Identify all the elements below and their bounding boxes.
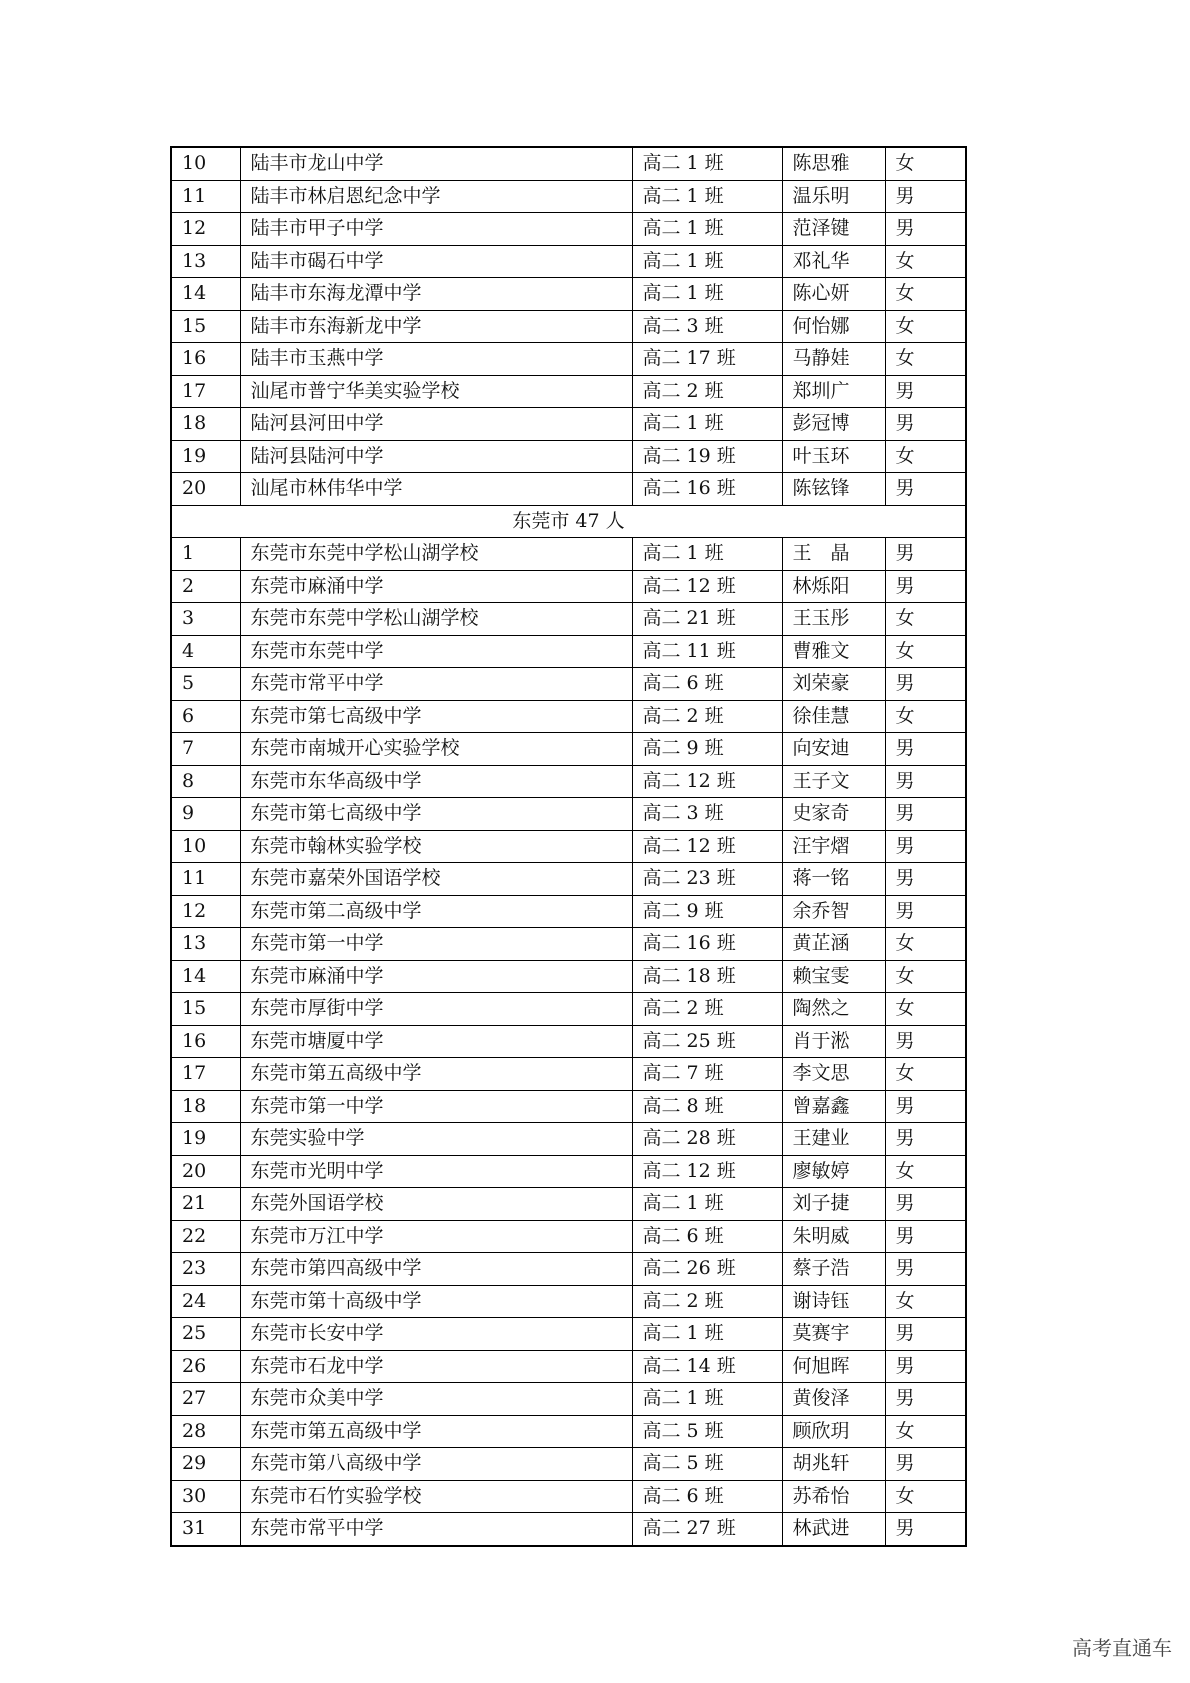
cell-gender: 男 [885, 1318, 966, 1351]
cell-number: 16 [171, 343, 240, 376]
cell-number: 9 [171, 798, 240, 831]
cell-name: 蒋一铭 [782, 863, 885, 896]
cell-number: 28 [171, 1415, 240, 1448]
cell-gender: 男 [885, 213, 966, 246]
cell-class: 高二 2 班 [632, 993, 782, 1026]
cell-gender: 女 [885, 993, 966, 1026]
cell-name: 王玉彤 [782, 603, 885, 636]
cell-gender: 女 [885, 310, 966, 343]
table-row [171, 1058, 966, 1091]
watermark-text: 高考直通车 [1072, 1636, 1172, 1660]
cell-number: 11 [171, 863, 240, 896]
cell-number: 19 [171, 1123, 240, 1156]
cell-class: 高二 12 班 [632, 1155, 782, 1188]
cell-class: 高二 8 班 [632, 1090, 782, 1123]
cell-school: 陆河县陆河中学 [240, 440, 632, 473]
table-row [171, 538, 966, 571]
cell-gender: 男 [885, 765, 966, 798]
cell-number: 29 [171, 1448, 240, 1481]
cell-class: 高二 2 班 [632, 375, 782, 408]
cell-school: 东莞市麻涌中学 [240, 570, 632, 603]
cell-number: 17 [171, 375, 240, 408]
table-row [171, 1155, 966, 1188]
cell-number: 15 [171, 310, 240, 343]
cell-school: 东莞市东莞中学 [240, 635, 632, 668]
cell-school: 东莞外国语学校 [240, 1188, 632, 1221]
cell-class: 高二 12 班 [632, 765, 782, 798]
table-row [171, 960, 966, 993]
cell-gender: 男 [885, 1090, 966, 1123]
cell-number: 6 [171, 700, 240, 733]
cell-school: 东莞市第一中学 [240, 1090, 632, 1123]
cell-name: 莫赛宇 [782, 1318, 885, 1351]
cell-school: 东莞市众美中学 [240, 1383, 632, 1416]
cell-number: 5 [171, 668, 240, 701]
cell-gender: 男 [885, 830, 966, 863]
cell-gender: 男 [885, 180, 966, 213]
cell-class: 高二 1 班 [632, 147, 782, 180]
table-row [171, 570, 966, 603]
cell-name: 刘荣豪 [782, 668, 885, 701]
cell-gender: 男 [885, 1350, 966, 1383]
table-row [171, 278, 966, 311]
cell-class: 高二 26 班 [632, 1253, 782, 1286]
cell-school: 陆丰市林启恩纪念中学 [240, 180, 632, 213]
cell-class: 高二 12 班 [632, 830, 782, 863]
cell-gender: 女 [885, 960, 966, 993]
cell-gender: 女 [885, 700, 966, 733]
cell-class: 高二 27 班 [632, 1513, 782, 1546]
cell-school: 陆河县河田中学 [240, 408, 632, 441]
cell-school: 东莞市第七高级中学 [240, 798, 632, 831]
cell-number: 3 [171, 603, 240, 636]
cell-gender: 女 [885, 928, 966, 961]
table-row [171, 1188, 966, 1221]
cell-class: 高二 1 班 [632, 1318, 782, 1351]
cell-class: 高二 5 班 [632, 1448, 782, 1481]
cell-name: 曹雅文 [782, 635, 885, 668]
cell-class: 高二 1 班 [632, 1188, 782, 1221]
cell-name: 肖于淞 [782, 1025, 885, 1058]
cell-number: 13 [171, 928, 240, 961]
cell-number: 18 [171, 408, 240, 441]
cell-name: 蔡子浩 [782, 1253, 885, 1286]
table-row [171, 765, 966, 798]
cell-name: 向安迪 [782, 733, 885, 766]
cell-school: 陆丰市玉燕中学 [240, 343, 632, 376]
cell-school: 陆丰市东海龙潭中学 [240, 278, 632, 311]
cell-gender: 女 [885, 1155, 966, 1188]
cell-school: 陆丰市东海新龙中学 [240, 310, 632, 343]
cell-gender: 男 [885, 473, 966, 506]
cell-number: 15 [171, 993, 240, 1026]
cell-gender: 女 [885, 1285, 966, 1318]
cell-class: 高二 12 班 [632, 570, 782, 603]
cell-class: 高二 28 班 [632, 1123, 782, 1156]
cell-name: 赖宝雯 [782, 960, 885, 993]
table-body [171, 147, 966, 1546]
cell-class: 高二 6 班 [632, 1220, 782, 1253]
table-row [171, 473, 966, 506]
table-row [171, 1318, 966, 1351]
table-row [171, 1415, 966, 1448]
table-row [171, 1350, 966, 1383]
cell-number: 16 [171, 1025, 240, 1058]
cell-number: 22 [171, 1220, 240, 1253]
table-row [171, 147, 966, 180]
cell-class: 高二 1 班 [632, 213, 782, 246]
cell-name: 邓礼华 [782, 245, 885, 278]
cell-class: 高二 2 班 [632, 700, 782, 733]
cell-gender: 男 [885, 733, 966, 766]
cell-name: 林武进 [782, 1513, 885, 1546]
cell-class: 高二 6 班 [632, 1480, 782, 1513]
cell-class: 高二 18 班 [632, 960, 782, 993]
cell-name: 汪宇熠 [782, 830, 885, 863]
cell-number: 4 [171, 635, 240, 668]
cell-number: 21 [171, 1188, 240, 1221]
cell-gender: 女 [885, 147, 966, 180]
table-row [171, 180, 966, 213]
cell-gender: 男 [885, 1253, 966, 1286]
cell-school: 东莞市万江中学 [240, 1220, 632, 1253]
cell-name: 廖敏婷 [782, 1155, 885, 1188]
cell-school: 东莞市第七高级中学 [240, 700, 632, 733]
cell-gender: 男 [885, 1123, 966, 1156]
cell-class: 高二 9 班 [632, 895, 782, 928]
cell-number: 19 [171, 440, 240, 473]
cell-gender: 男 [885, 1220, 966, 1253]
cell-school: 东莞市光明中学 [240, 1155, 632, 1188]
cell-number: 7 [171, 733, 240, 766]
cell-number: 10 [171, 830, 240, 863]
cell-name: 李文思 [782, 1058, 885, 1091]
cell-class: 高二 3 班 [632, 798, 782, 831]
cell-school: 东莞市东莞中学松山湖学校 [240, 538, 632, 571]
cell-school: 东莞市麻涌中学 [240, 960, 632, 993]
cell-number: 18 [171, 1090, 240, 1123]
cell-class: 高二 9 班 [632, 733, 782, 766]
cell-school: 东莞市东莞中学松山湖学校 [240, 603, 632, 636]
table-row [171, 635, 966, 668]
cell-school: 东莞市嘉荣外国语学校 [240, 863, 632, 896]
cell-gender: 女 [885, 1058, 966, 1091]
section-header-row [171, 505, 966, 538]
cell-gender: 女 [885, 245, 966, 278]
cell-number: 1 [171, 538, 240, 571]
cell-gender: 男 [885, 1188, 966, 1221]
cell-number: 12 [171, 213, 240, 246]
cell-name: 王 晶 [782, 538, 885, 571]
table-row [171, 700, 966, 733]
cell-gender: 男 [885, 863, 966, 896]
table-row [171, 1253, 966, 1286]
table-row [171, 668, 966, 701]
section-title: 东莞市 47 人 [171, 505, 966, 538]
table-row [171, 1448, 966, 1481]
table-row [171, 895, 966, 928]
cell-gender: 男 [885, 895, 966, 928]
cell-name: 黄芷涵 [782, 928, 885, 961]
cell-gender: 男 [885, 1448, 966, 1481]
table-row [171, 408, 966, 441]
cell-number: 14 [171, 960, 240, 993]
cell-number: 11 [171, 180, 240, 213]
cell-name: 史家奇 [782, 798, 885, 831]
cell-school: 东莞市翰林实验学校 [240, 830, 632, 863]
cell-school: 东莞市石龙中学 [240, 1350, 632, 1383]
cell-gender: 女 [885, 343, 966, 376]
cell-number: 14 [171, 278, 240, 311]
cell-number: 20 [171, 473, 240, 506]
cell-school: 汕尾市普宁华美实验学校 [240, 375, 632, 408]
cell-school: 东莞市常平中学 [240, 668, 632, 701]
cell-gender: 男 [885, 1383, 966, 1416]
cell-gender: 男 [885, 1025, 966, 1058]
cell-school: 东莞市第五高级中学 [240, 1058, 632, 1091]
cell-name: 黄俊泽 [782, 1383, 885, 1416]
cell-school: 东莞市石竹实验学校 [240, 1480, 632, 1513]
cell-gender: 女 [885, 603, 966, 636]
table-row [171, 798, 966, 831]
table-row [171, 1480, 966, 1513]
table-row [171, 1383, 966, 1416]
cell-gender: 女 [885, 440, 966, 473]
cell-class: 高二 14 班 [632, 1350, 782, 1383]
cell-number: 27 [171, 1383, 240, 1416]
cell-name: 陈思雅 [782, 147, 885, 180]
cell-name: 顾欣玥 [782, 1415, 885, 1448]
cell-name: 谢诗钰 [782, 1285, 885, 1318]
cell-school: 东莞市第一中学 [240, 928, 632, 961]
cell-class: 高二 3 班 [632, 310, 782, 343]
cell-number: 12 [171, 895, 240, 928]
cell-class: 高二 1 班 [632, 1383, 782, 1416]
cell-class: 高二 2 班 [632, 1285, 782, 1318]
cell-number: 8 [171, 765, 240, 798]
cell-number: 10 [171, 147, 240, 180]
table-row [171, 993, 966, 1026]
cell-gender: 男 [885, 1513, 966, 1546]
cell-class: 高二 16 班 [632, 473, 782, 506]
cell-gender: 女 [885, 1415, 966, 1448]
cell-number: 25 [171, 1318, 240, 1351]
cell-gender: 男 [885, 668, 966, 701]
table-row [171, 1025, 966, 1058]
cell-name: 苏希怡 [782, 1480, 885, 1513]
table-row [171, 830, 966, 863]
cell-gender: 男 [885, 798, 966, 831]
cell-name: 徐佳慧 [782, 700, 885, 733]
cell-school: 东莞市长安中学 [240, 1318, 632, 1351]
cell-gender: 男 [885, 538, 966, 571]
cell-school: 东莞市南城开心实验学校 [240, 733, 632, 766]
cell-school: 东莞市第五高级中学 [240, 1415, 632, 1448]
cell-school: 陆丰市龙山中学 [240, 147, 632, 180]
cell-number: 23 [171, 1253, 240, 1286]
cell-class: 高二 19 班 [632, 440, 782, 473]
cell-number: 20 [171, 1155, 240, 1188]
cell-school: 东莞市第十高级中学 [240, 1285, 632, 1318]
table-row [171, 213, 966, 246]
cell-name: 余乔智 [782, 895, 885, 928]
cell-number: 17 [171, 1058, 240, 1091]
cell-school: 东莞市东华高级中学 [240, 765, 632, 798]
cell-school: 东莞市塘厦中学 [240, 1025, 632, 1058]
cell-class: 高二 17 班 [632, 343, 782, 376]
cell-name: 陈心妍 [782, 278, 885, 311]
cell-name: 王子文 [782, 765, 885, 798]
table-row [171, 733, 966, 766]
cell-class: 高二 23 班 [632, 863, 782, 896]
cell-number: 26 [171, 1350, 240, 1383]
table-row [171, 1285, 966, 1318]
cell-gender: 男 [885, 375, 966, 408]
cell-name: 胡兆轩 [782, 1448, 885, 1481]
student-list-table [170, 146, 967, 1547]
cell-class: 高二 1 班 [632, 245, 782, 278]
cell-school: 东莞市厚街中学 [240, 993, 632, 1026]
cell-name: 范泽键 [782, 213, 885, 246]
cell-gender: 女 [885, 1480, 966, 1513]
cell-class: 高二 11 班 [632, 635, 782, 668]
table-row [171, 1090, 966, 1123]
cell-school: 陆丰市甲子中学 [240, 213, 632, 246]
cell-class: 高二 1 班 [632, 408, 782, 441]
cell-class: 高二 25 班 [632, 1025, 782, 1058]
cell-name: 陈铉锋 [782, 473, 885, 506]
cell-school: 东莞市第四高级中学 [240, 1253, 632, 1286]
cell-number: 13 [171, 245, 240, 278]
table-row [171, 863, 966, 896]
cell-number: 24 [171, 1285, 240, 1318]
cell-name: 王建业 [782, 1123, 885, 1156]
table-row [171, 1513, 966, 1546]
cell-name: 陶然之 [782, 993, 885, 1026]
cell-name: 马静娃 [782, 343, 885, 376]
cell-class: 高二 1 班 [632, 278, 782, 311]
table-row [171, 1123, 966, 1156]
cell-school: 陆丰市碣石中学 [240, 245, 632, 278]
cell-name: 何旭晖 [782, 1350, 885, 1383]
cell-school: 汕尾市林伟华中学 [240, 473, 632, 506]
table-row [171, 1220, 966, 1253]
cell-class: 高二 6 班 [632, 668, 782, 701]
table-row [171, 310, 966, 343]
cell-number: 30 [171, 1480, 240, 1513]
cell-school: 东莞市第八高级中学 [240, 1448, 632, 1481]
cell-name: 何怡娜 [782, 310, 885, 343]
cell-name: 郑圳广 [782, 375, 885, 408]
cell-school: 东莞市常平中学 [240, 1513, 632, 1546]
cell-school: 东莞市第二高级中学 [240, 895, 632, 928]
cell-name: 叶玉环 [782, 440, 885, 473]
table-row [171, 375, 966, 408]
cell-name: 刘子捷 [782, 1188, 885, 1221]
cell-gender: 男 [885, 570, 966, 603]
table-row [171, 928, 966, 961]
cell-school: 东莞实验中学 [240, 1123, 632, 1156]
cell-number: 31 [171, 1513, 240, 1546]
table-row [171, 440, 966, 473]
cell-name: 彭冠博 [782, 408, 885, 441]
cell-class: 高二 1 班 [632, 538, 782, 571]
cell-name: 温乐明 [782, 180, 885, 213]
cell-name: 曾嘉鑫 [782, 1090, 885, 1123]
cell-class: 高二 16 班 [632, 928, 782, 961]
cell-gender: 男 [885, 408, 966, 441]
cell-name: 朱明威 [782, 1220, 885, 1253]
table-row [171, 603, 966, 636]
cell-gender: 女 [885, 635, 966, 668]
table-row [171, 245, 966, 278]
cell-class: 高二 1 班 [632, 180, 782, 213]
cell-class: 高二 7 班 [632, 1058, 782, 1091]
cell-number: 2 [171, 570, 240, 603]
cell-gender: 女 [885, 278, 966, 311]
cell-class: 高二 5 班 [632, 1415, 782, 1448]
cell-class: 高二 21 班 [632, 603, 782, 636]
cell-name: 林烁阳 [782, 570, 885, 603]
table-row [171, 343, 966, 376]
